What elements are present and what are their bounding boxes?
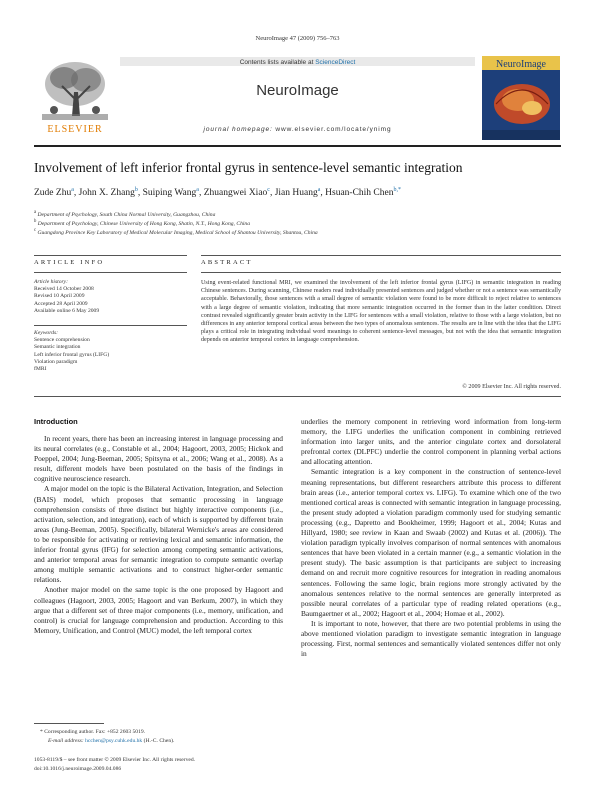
elsevier-tree-logo [34,56,116,134]
affiliation: $^b$ Department of Psychology, Chinese University of Hong Kong, Shatin, N.T., Hong Kong, China [34,219,251,227]
journal-cover-image [482,56,560,140]
body-paragraph: A major model on the topic is the Bilateral Activation, Integration, and Selection (BAIS) model, which proposes that semantic processing in language comprehension consists of three distinct but highly interactive components (i.e., activation, selection, and integration), each of which is supported by different brain areas (Jung-Beeman, 2005). Specifically, bilateral Wernicke's areas are considered to be responsible for activating or retrieving lexical and semantic information, the inferior frontal gyrus (IFG) for selection among competing semantic activations, and anterior temporal areas for semantic integration to compute semantic overlap among multiple semantic activations and to construct higher-order semantic relations. [34,484,283,585]
author-affil-marker[interactable]: c [267,187,270,193]
history-label: Article history: [34,279,69,285]
email-note [48,738,174,744]
sciencedirect-link[interactable]: ScienceDirect [315,58,356,66]
elsevier-wordmark: ELSEVIER [47,124,103,135]
introduction-heading: Introduction [34,417,78,426]
body-paragraph: It is important to note, however, that there are two potential problems in using the above mentioned violation paradigm to investigate semantic integration in language processing. First, normal sentences and semantically violated sentences differ not only in [301,618,561,659]
email-link[interactable]: hcchen@psy.cuhk.edu.hk [85,738,143,744]
email-suffix: (H.-C. Chen). [142,738,175,744]
author: Zhuangwei Xiao [203,188,268,199]
abstract-bottom-rule [34,396,561,397]
issn-line: 1053-8119/$ – see front matter © 2009 Elsevier Inc. All rights reserved. [34,757,196,763]
keyword: Sentence comprehension [34,337,90,344]
author-list: Zude Zhu$^a$, John X. Zhang$^b$, Suiping Wang$^a$, Zhuangwei Xiao$^c$, Jian Huang$^a$, Hsuan-Chih Chen$^{b,*}$ [34,187,401,199]
right-column [301,417,561,659]
keyword: fMRI [34,366,47,373]
keywords-label: Keywords: [34,330,59,336]
affiliation: $^c$ Guangdong Province Key Laboratory of Medical Molecular Imaging, Medical School of Shantou University, Shantou, China [34,228,318,236]
abstract-heading: ABSTRACT [201,259,253,266]
keyword: Left inferior frontal gyrus (LIFG) [34,351,110,358]
author: Suiping Wang [142,188,197,199]
author: Hsuan-Chih Chen [325,188,394,199]
history-item: Received 14 October 2008 [34,286,94,293]
body-paragraph: underlies the memory component in retrieving word information from long-term memory, the LIFG underlies the unification component in combining retrieved information into larger units, and the anterior cingulate cortex and dorsolateral prefrontal cortex (DLPFC) underlie the control component in planning verbal actions and allocating attention. [301,417,561,467]
keywords [34,330,109,373]
body-paragraph: In recent years, there has been an increasing interest in language processing and its neural correlates (e.g., Constable et al., 2004; Hagoort, 2003, 2005; Hickok and Poeppel, 2004; Jung-Beeman, 2005; Spitsyna et al., 2006; Wang et al., 2008). As a result, different models have been postulated on the basis of the findings in cognitive neuroscience research. [34,434,283,484]
email-label: E-mail address: [48,738,84,744]
keyword: Semantic integration [34,344,81,351]
author-affil-marker[interactable]: b [134,187,138,193]
homepage-label: journal homepage: [203,126,273,133]
history-item: Revised 10 April 2009 [34,293,85,300]
history-item: Available online 6 May 2009 [34,307,100,314]
info-top-rule [34,255,187,256]
contents-line [120,59,475,66]
author: Zude Zhu [34,188,72,199]
contents-prefix: Contents lists available at [239,58,316,66]
journal-citation: NeuroImage 47 (2009) 756–763 [255,35,340,42]
homepage-url[interactable]: www.elsevier.com/locate/ynimg [275,126,392,133]
abstract-heading-rule [201,272,561,273]
info-mid-rule [34,325,187,326]
abstract-copyright: © 2009 Elsevier Inc. All rights reserved. [462,384,561,390]
doi-link[interactable]: doi:10.1016/j.neuroimage.2009.04.086 [34,766,122,772]
abstract-text: Using event-related functional MRI, we examined the involvement of the left inferior frontal gyrus (LIFG) in semantic integration in reading Chinese sentences. During scanning, Chinese readers read individually presented sentences and judged whether or not a sentence was semantically acceptable. Behaviorally, those sentences with a small degree of semantic violation were found to be more difficult to reject relative to sentences with a large degree of semantic violation, indicating that more semantic integration occurred in the former than in the latter condition. Direct contrast revealed significantly greater brain activity in the LIFG for sentences with a small violation, relative to those with a large violation, but no differences in any anterior temporal cortical areas between the two types of anomalous sentences. The results are in line with the idea that the LIFG plays a critical role in integrating individual word meanings to coherent sentence-level messages, but not with the idea that semantic integration depends on anterior temporal cortex in language comprehension. [201,280,561,344]
author-affil-marker[interactable]: a [71,187,74,193]
author-affil-marker[interactable]: a [317,187,321,193]
article-history [34,279,99,315]
abstract-top-rule [201,255,561,256]
article-info-heading: ARTICLE INFO [34,259,105,266]
journal-homepage [120,126,475,133]
author: Jian Huang [274,188,318,199]
author: John X. Zhang [78,188,135,199]
keyword: Violation paradigm [34,358,78,365]
body-paragraph: Semantic integration is a key component in the construction of sentence-level meaning representations, but different researchers attribute this process to different brain areas (i.e., anterior temporal cortex vs. LIFG). To examine which one of the two mentioned cortical areas is connected with semantic integration in language processing, the present study adopted a violation paradigm commonly used for studying semantic processing (e.g., Dapretto and Bookheimer, 1999; Hagoort et al., 2004; Kutas and Hillyard, 1980; see review in Kaan and Swaab (2002) and Kutas et al. (2006)). The violation paradigm typically involves comparison of normal sentences with anomalous sentences that have been violated in a certain manner (e.g., a semantic violation in the present study). The basic assumption is that participants are subject to increasing demand on and recruit more cognitive resources for integration in reading anomalous sentences. Following the same logic, brain regions more strongly activated by the anomalous sentences relative to the normal sentences are generally interpreted as possible neural correlates of a particular type of reading related operations (e.g., Baumgaertner et al., 2002; Hagoort et al., 2004; Homae et al., 2002). [301,467,561,618]
article-title: Involvement of left inferior frontal gyrus in sentence-level semantic integration [34,160,463,175]
left-column [34,434,283,636]
header-rule [34,145,561,147]
author-affil-marker[interactable]: b,* [393,187,401,193]
journal-name: NeuroImage [256,82,339,99]
svg-text:NeuroImage: NeuroImage [496,59,546,70]
author-affil-marker[interactable]: a [196,187,199,193]
info-heading-rule [34,272,187,273]
corresponding-author-note: * Corresponding author. Fax: +852 2603 5019. [40,729,146,735]
footnote-rule [34,723,104,724]
history-item: Accepted 28 April 2009 [34,300,88,307]
body-paragraph: Another major model on the same topic is the one proposed by Hagoort and colleagues (Hagoort, 2003, 2005; Hagoort and van Berkum, 2007), in which they argue that a different set of three major components (i.e., memory, unification, and control) is crucial for language comprehension and production. According to this Memory, Unification, and Control (MUC) model, the left temporal cortex [34,585,283,635]
affiliation: $^a$ Department of Psychology, South China Normal University, Guangzhou, China [34,210,216,218]
